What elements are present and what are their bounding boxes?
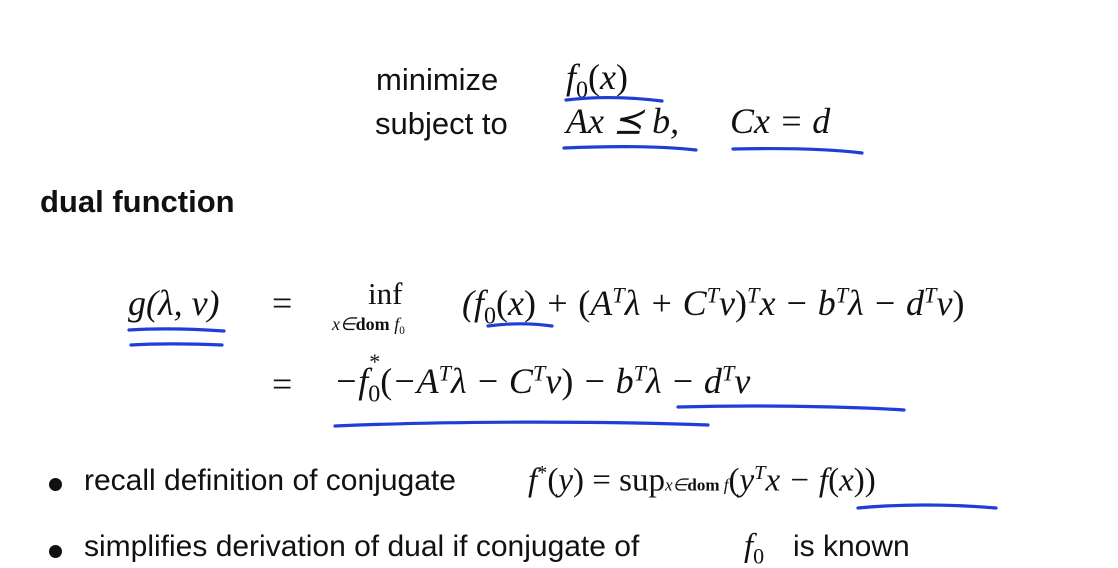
underline-dual-function-2 bbox=[131, 344, 222, 345]
bullet-1-text: recall definition of conjugate bbox=[84, 464, 456, 497]
equality-constraint: Cx = d bbox=[730, 101, 831, 141]
dual-function-lhs: g(λ, ν) bbox=[128, 283, 220, 323]
infimum-argument: $(f_0(x) + (A^T\lambda + C^T\nu)^Tx - b^T\lambda - d^T\nu)$ bbox=[462, 282, 965, 330]
inequality-constraint: Ax ⪯ b, bbox=[566, 101, 680, 141]
bullet-2-marker bbox=[49, 545, 62, 558]
bullet-2-formula: $f_0$ bbox=[744, 528, 765, 568]
underline-dual-function-1 bbox=[129, 329, 224, 331]
underline-conjugate-definition bbox=[858, 505, 996, 508]
equation-2-equals: = bbox=[272, 364, 293, 404]
objective-function: $f_0(x)$ bbox=[566, 57, 628, 104]
underline-equality bbox=[733, 149, 862, 153]
underline-inequality bbox=[564, 147, 696, 150]
conjugate-expression: −f * $_0(-A^T\lambda - C^T\nu) - b^T\lambda - d^T\nu$ bbox=[334, 349, 751, 408]
bullet-1-formula: f*(y) = supx∈dom $f(y^Tx - f(x))$ bbox=[528, 462, 876, 499]
section-heading: dual function bbox=[40, 184, 235, 219]
infimum-operator: inf bbox=[368, 276, 403, 311]
bullet-1-marker bbox=[49, 478, 62, 491]
minimize-label: minimize bbox=[376, 62, 499, 97]
equation-1-equals: = bbox=[272, 283, 293, 323]
subject-to-label: subject to bbox=[375, 106, 508, 141]
bullet-2-text: simplifies derivation of dual if conjugate of bbox=[84, 530, 640, 563]
bullet-2-tail: is known bbox=[793, 530, 910, 563]
infimum-limit: x∈dom $f_0$ bbox=[332, 314, 405, 337]
underline-conjugate-term bbox=[335, 422, 708, 426]
